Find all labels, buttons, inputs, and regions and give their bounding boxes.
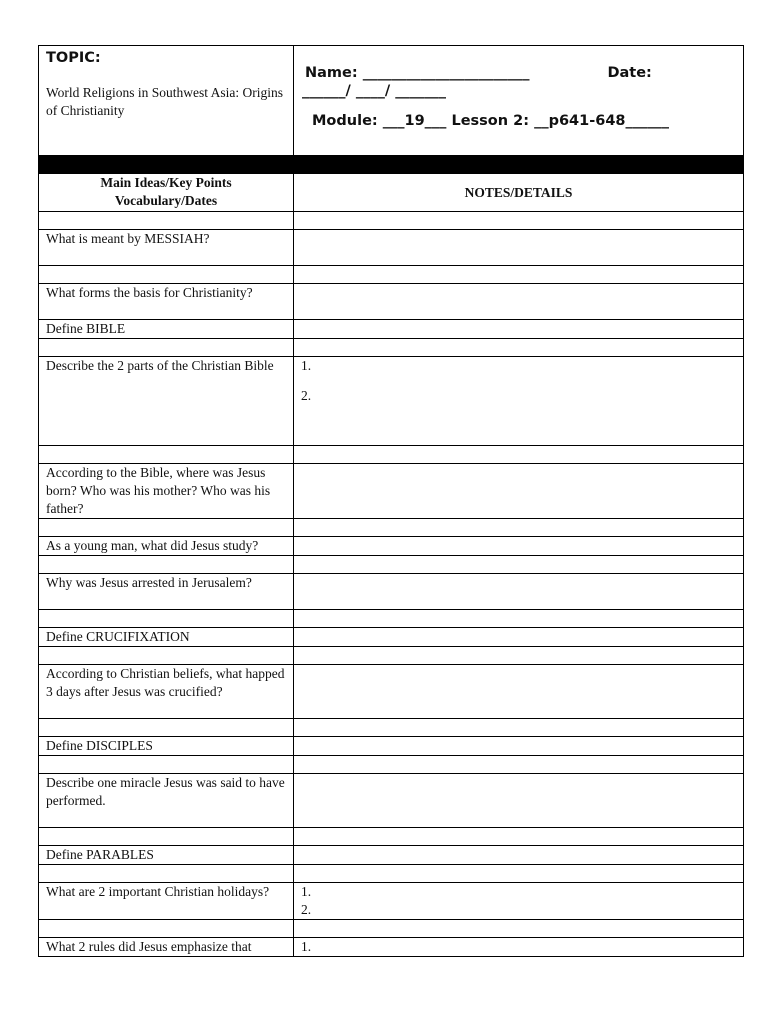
question-cell: What forms the basis for Christianity?: [39, 284, 294, 320]
spacer-row: [39, 610, 744, 628]
notes-cell[interactable]: [294, 574, 744, 610]
question-row: [39, 774, 744, 828]
question-row: [39, 464, 744, 519]
spacer-row: [39, 719, 744, 737]
notes-cell[interactable]: [294, 537, 744, 556]
question-row: [39, 846, 744, 865]
cornell-notes-table: [38, 45, 744, 957]
column-header-row: [39, 174, 744, 212]
notes-details-heading: NOTES/DETAILS: [294, 174, 744, 212]
question-row: [39, 284, 744, 320]
notes-cell[interactable]: [294, 846, 744, 865]
name-date-line: [302, 64, 736, 82]
spacer-row: [39, 556, 744, 574]
notes-cell[interactable]: [294, 230, 744, 266]
note-number: 1.: [301, 884, 312, 899]
notes-cell[interactable]: [294, 665, 744, 719]
question-row: [39, 320, 744, 339]
topic-text: World Religions in Southwest Asia: Origins of Christianity: [46, 85, 284, 118]
notes-cell[interactable]: [294, 357, 744, 446]
spacer-row: [39, 865, 744, 883]
spacer-row: [39, 212, 744, 230]
spacer-row: [39, 756, 744, 774]
question-row: [39, 883, 744, 920]
topic-label: TOPIC:: [46, 50, 101, 66]
question-cell: Describe the 2 parts of the Christian Bible: [39, 357, 294, 446]
question-row: [39, 574, 744, 610]
question-row: [39, 938, 744, 957]
notes-cell[interactable]: [294, 938, 744, 957]
question-cell: Define DISCIPLES: [39, 737, 294, 756]
note-number: 2.: [301, 902, 312, 917]
note-number: 1.: [301, 358, 312, 373]
question-cell: According to the Bible, where was Jesus born? Who was his mother? Who was his father?: [39, 464, 294, 519]
module-lesson-line: Module: ___19___ Lesson 2: __p641-648______: [312, 113, 670, 129]
question-cell: As a young man, what did Jesus study?: [39, 537, 294, 556]
notes-cell[interactable]: [294, 628, 744, 647]
question-cell: Why was Jesus arrested in Jerusalem?: [39, 574, 294, 610]
spacer-row: [39, 266, 744, 284]
spacer-row: [39, 828, 744, 846]
question-row: [39, 357, 744, 446]
spacer-row: [39, 519, 744, 537]
student-info-cell: [294, 46, 744, 156]
question-cell: What 2 rules did Jesus emphasize that: [39, 938, 294, 957]
question-cell: Define BIBLE: [39, 320, 294, 339]
question-cell: What is meant by MESSIAH?: [39, 230, 294, 266]
spacer-row: [39, 647, 744, 665]
name-field[interactable]: Name: _______________________: [305, 65, 530, 81]
main-ideas-heading: Main Ideas/Key Points Vocabulary/Dates: [39, 174, 294, 212]
question-cell: Define CRUCIFIXATION: [39, 628, 294, 647]
question-row: [39, 628, 744, 647]
spacer-row: [39, 920, 744, 938]
question-row: [39, 665, 744, 719]
notes-cell[interactable]: [294, 883, 744, 920]
notes-cell[interactable]: [294, 737, 744, 756]
notes-worksheet: [38, 45, 743, 957]
question-row: [39, 737, 744, 756]
topic-cell: [39, 46, 294, 156]
question-cell: According to Christian beliefs, what happed 3 days after Jesus was crucified?: [39, 665, 294, 719]
notes-cell[interactable]: [294, 774, 744, 828]
notes-cell[interactable]: [294, 464, 744, 519]
note-number: 1.: [301, 939, 312, 954]
spacer-row: [39, 446, 744, 464]
question-cell: What are 2 important Christian holidays?: [39, 883, 294, 920]
question-cell: Describe one miracle Jesus was said to have performed.: [39, 774, 294, 828]
date-label: Date:: [607, 65, 652, 81]
spacer-row: [39, 339, 744, 357]
question-cell: Define PARABLES: [39, 846, 294, 865]
date-blanks[interactable]: ______/ ____/ _______: [302, 83, 446, 99]
question-row: [39, 230, 744, 266]
divider-bar: [39, 156, 744, 174]
header-row: [39, 46, 744, 156]
note-number: 2.: [301, 388, 312, 403]
notes-cell[interactable]: [294, 320, 744, 339]
question-row: [39, 537, 744, 556]
notes-cell[interactable]: [294, 284, 744, 320]
